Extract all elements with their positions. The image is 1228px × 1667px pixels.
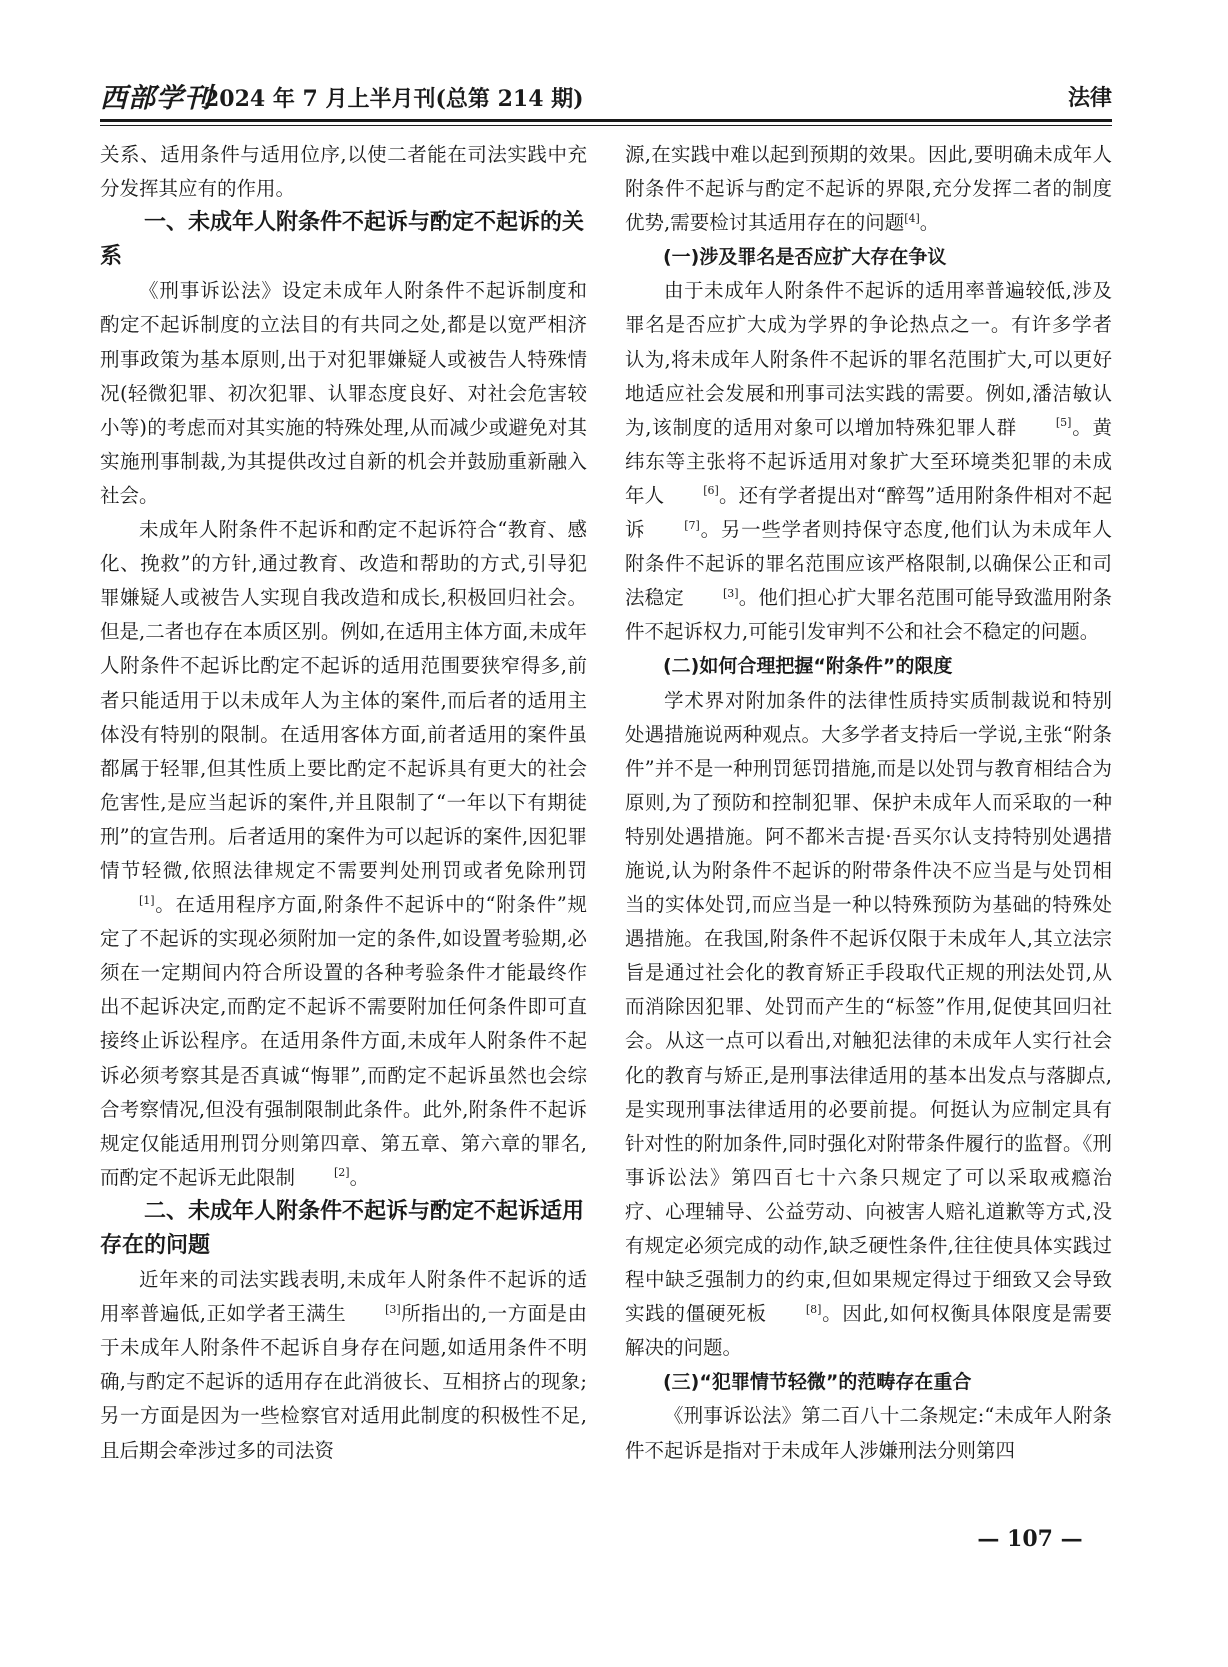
paragraph-4-text-b: 。黄纬东等主张将不起诉适用对象扩大至环境类犯罪的未成年人 [625,415,1112,507]
paragraph-2: 未成年人附条件不起诉和酌定不起诉符合“教育、感化、挽救”的方针,通过教育、改造和帮助的方式,引导犯罪嫌疑人或被告人实现自我改造和成长,积极回归社会。但是,二者也存在本质区别。例如,在适用主体方面,未成年人附条件不起诉比酌定不起诉的适用范围要狭窄得多,前者只能适用于以未成年人为主体的案件,而后者的适用主体没有特别的限制。在适用客体方面,前者适用的案件虽都属于轻罪,但其性质上要比酌定不起诉具有更大的社会危害性,是应当起诉的案件,并且限制了“一年以下有期徒刑”的宣告刑。后者适用的案件为可以起诉的案件,因犯罪情节轻微,依照法律规定不需要判处刑罚或者免除刑罚[1]。在适用程序方面,附条件不起诉中的“附条件”规定了不起诉的实现必须附加一定的条件,如设置考验期,必须在一定期间内符合所设置的各种考验条件才能最终作出不起诉决定,而酌定不起诉不需要附加任何条件即可直接终止诉讼程序。在适用条件方面,未成年人附条件不起诉必须考察其是否真诚“悔罪”,而酌定不起诉虽然也会综合考察情况,但没有强制限制此条件。此外,附条件不起诉规定仅能适用刑罚分则第四章、第五章、第六章的罪名,而酌定不起诉无此限制 [2]。 [100,518,587,1189]
paragraph-2-text-a: 未成年人附条件不起诉和酌定不起诉符合“教育、感化、挽救”的方针,通过教育、改造和帮助的方式,引导犯罪嫌疑人或被告人实现自我改造和成长,积极回归社会。但是,二者也存在本质区别。例如,在适用主体方面,未成年人附条件不起诉比酌定不起诉的适用范围要狭窄得多,前者只能适用于以未成年人为主体的案件,而后者的适用主体没有特别的限制。在适用客体方面,前者适用的案件虽都属于轻罪,但其性质上要比酌定不起诉具有更大的社会危害性,是应当起诉的案件,并且限制了“一年以下有期徒刑”的宣告刑。后者适用的案件为可以起诉的案件,因犯罪情节轻微,依照法律规定不需要判处刑罚或者免除刑罚 [100,518,587,882]
paragraph-1: 《刑事诉讼法》设定未成年人附条件不起诉制度和酌定不起诉制度的立法目的有共同之处,都是以宽严相济刑事政策为基本原则,出于对犯罪嫌疑人或被告人特殊情况(轻微犯罪、初次犯罪、认罪态度良好、对社会危害较小等)的考虑而对其实施的特殊处理,从而减少或避免对其实施刑事制裁,为其提供改过自新的机会并鼓励重新融入社会。 [100,279,587,507]
paragraph-continued-text-b: 。 [919,211,940,235]
paragraph-2-text-c: 。 [349,1165,370,1189]
paragraph-2-text-b: 。在适用程序方面,附条件不起诉中的“附条件”规定了不起诉的实现必须附加一定的条件,如设置考验期,必须在一定期间内符合所设置的各种考验条件才能最终作出不起诉决定,而酌定不起诉不需要附加任何条件即可直接终止诉讼程序。在适用条件方面,未成年人附条件不起诉必须考察其是否真诚“悔罪”,而酌定不起诉虽然也会综合考察情况,但没有强制限制此条件。此外,附条件不起诉规定仅能适用刑罚分则第四章、第五章、第六章的罪名,而酌定不起诉无此限制 [100,893,587,1189]
section-heading-1: 一、未成年人附条件不起诉与酌定不起诉的关系 [100,210,585,270]
paragraph-5: 学术界对附加条件的法律性质持实质制裁说和特别处遇措施说两种观点。大多学者支持后一学说,主张“附条件”并不是一种刑罚惩罚措施,而是以处罚与教育相结合为原则,为了预防和控制犯罪、保护未成年人而采取的一种特别处遇措施。阿不都米吉提·吾买尔认支持特别处遇措施说,认为附条件不起诉的附带条件决不应当是与处罚相当的实体处罚,而应当是一种以特殊预防为基础的特殊处遇措施。在我国,附条件不起诉仅限于未成年人,其立法宗旨是通过社会化的教育矫正手段取代正规的刑法处罚,从而消除因犯罪、处罚而产生的“标签”作用,促使其回归社会。从这一点可以看出,对触犯法律的未成年人实行社会化的教育与矫正,是刑事法律适用的基本出发点与落脚点,是实现刑事法律适用的必要前提。何挺认为应制定具有针对性的附加条件,同时强化对附带条件履行的监督。《刑事诉讼法》第四百七十六条只规定了可以采取戒瘾治疗、心理辅导、公益劳动、向被害人赔礼道歉等方式,没有规定必须完成的动作,缺乏硬性条件,往往使具体实践过程中缺乏强制力的约束,但如果规定得过于细致又会导致实践的僵硬死板 [8]。因此,如何权衡具体限度是需要解决的问题。 [625,688,1112,1360]
paragraph-4-text-d: 。另一些学者则持保守态度,他们认为未成年人附条件不起诉的罪名范围应该严格限制,以确保公正和司法稳定 [625,518,1112,610]
section-heading-2: 二、未成年人附条件不起诉与酌定不起诉适用存在的问题 [100,1198,585,1258]
header-rule-thick [100,119,1112,122]
paragraph-6: 《刑事诉讼法》第二百八十二条规定:“未成年人附条件不起诉是指对于未成年人涉嫌刑法分则第四 [625,1404,1112,1462]
paragraph-5-text-b: 。因此,如何权衡具体限度是需要解决的问题。 [625,1302,1112,1360]
subsection-heading-3: (三)“犯罪情节轻微”的范畴存在重合 [663,1371,972,1394]
left-column [100,138,587,1468]
paragraph-intro: 关系、适用条件与适用位序,以使二者能在司法实践中充分发挥其应有的作用。 [100,143,587,201]
issue-info: 2024 年 7 月上半月刊(总第 214 期) [204,86,584,112]
paragraph-continued-text-a: 源,在实践中难以起到预期的效果。因此,要明确未成年人附条件不起诉与酌定不起诉的界限,充分发挥二者的制度优势,需要检讨其适用存在的问题 [625,143,1112,235]
paragraph-4-text-e: 。他们担心扩大罪名范围可能导致滥用附条件不起诉权力,可能引发审判不公和社会不稳定的问题。 [625,586,1112,644]
section-name: 法律 [1067,86,1112,111]
paragraph-4-text-c: 。还有学者提出对“醉驾”适用附条件相对不起诉 [625,483,1112,542]
page-header [100,84,1112,120]
paragraph-3: 近年来的司法实践表明,未成年人附条件不起诉的适用率普遍低,正如学者王满生 [3]所指出的,一方面是由于未成年人附条件不起诉自身存在问题,如适用条件不明确,与酌定不起诉的适用存在此消彼长、互相挤占的现象;另一方面是因为一些检察官对适用此制度的积极性不足,且后期会牵涉过多的司法资 [100,1268,587,1462]
page-number: — 107 — [977,1526,1083,1552]
subsection-heading-1: (一)涉及罪名是否应扩大存在争议 [663,246,947,269]
subsection-heading-2: (二)如何合理把握“附条件”的限度 [663,655,953,678]
paragraph-5-text-a: 学术界对附加条件的法律性质持实质制裁说和特别处遇措施说两种观点。大多学者支持后一学说,主张“附条件”并不是一种刑罚惩罚措施,而是以处罚与教育相结合为原则,为了预防和控制犯罪、保护未成年人而采取的一种特别处遇措施。阿不都米吉提·吾买尔认支持特别处遇措施说,认为附条件不起诉的附带条件决不应当是与处罚相当的实体处罚,而应当是一种以特殊预防为基础的特殊处遇措施。在我国,附条件不起诉仅限于未成年人,其立法宗旨是通过社会化的教育矫正手段取代正规的刑法处罚,从而消除因犯罪、处罚而产生的“标签”作用,促使其回归社会。从这一点可以看出,对触犯法律的未成年人实行社会化的教育与矫正,是刑事法律适用的基本出发点与落脚点,是实现刑事法律适用的必要前提。何挺认为应制定具有针对性的附加条件,同时强化对附带条件履行的监督。《刑事诉讼法》第四百七十六条只规定了可以采取戒瘾治疗、心理辅导、公益劳动、向被害人赔礼道歉等方式,没有规定必须完成的动作,缺乏硬性条件,往往使具体实践过程中缺乏强制力的约束,但如果规定得过于细致又会导致实践的僵硬死板 [625,688,1112,1326]
paragraph-continued: 源,在实践中难以起到预期的效果。因此,要明确未成年人附条件不起诉与酌定不起诉的界限,充分发挥二者的制度优势,需要检讨其适用存在的问题[4]。 [625,143,1112,235]
journal-logo: 西部学刊 [100,83,212,114]
paragraph-3-text-a: 近年来的司法实践表明,未成年人附条件不起诉的适用率普遍低,正如学者王满生 [100,1268,587,1326]
paragraph-4: 由于未成年人附条件不起诉的适用率普遍较低,涉及罪名是否应扩大成为学界的争论热点之一。有许多学者认为,将未成年人附条件不起诉的罪名范围扩大,可以更好地适应社会发展和刑事司法实践的需要。例如,潘洁敏认为,该制度的适用对象可以增加特殊犯罪人群 [5]。黄纬东等主张将不起诉适用对象扩大至环境类犯罪的未成年人 [6]。还有学者提出对“醉驾”适用附条件相对不起诉 [7]。另一些学者则持保守态度,他们认为未成年人附条件不起诉的罪名范围应该严格限制,以确保公正和司法稳定 [3]。他们担心扩大罪名范围可能导致滥用附条件不起诉权力,可能引发审判不公和社会不稳定的问题。 [625,279,1112,644]
right-column [625,138,1112,1468]
paragraph-4-text-a: 由于未成年人附条件不起诉的适用率普遍较低,涉及罪名是否应扩大成为学界的争论热点之一。有许多学者认为,将未成年人附条件不起诉的罪名范围扩大,可以更好地适应社会发展和刑事司法实践的需要。例如,潘洁敏认为,该制度的适用对象可以增加特殊犯罪人群 [625,279,1112,439]
header-rule-thin [100,125,1112,126]
paragraph-3-text-b: 所指出的,一方面是由于未成年人附条件不起诉自身存在问题,如适用条件不明确,与酌定不起诉的适用存在此消彼长、互相挤占的现象;另一方面是因为一些检察官对适用此制度的积极性不足,且后期会牵涉过多的司法资 [100,1302,587,1462]
